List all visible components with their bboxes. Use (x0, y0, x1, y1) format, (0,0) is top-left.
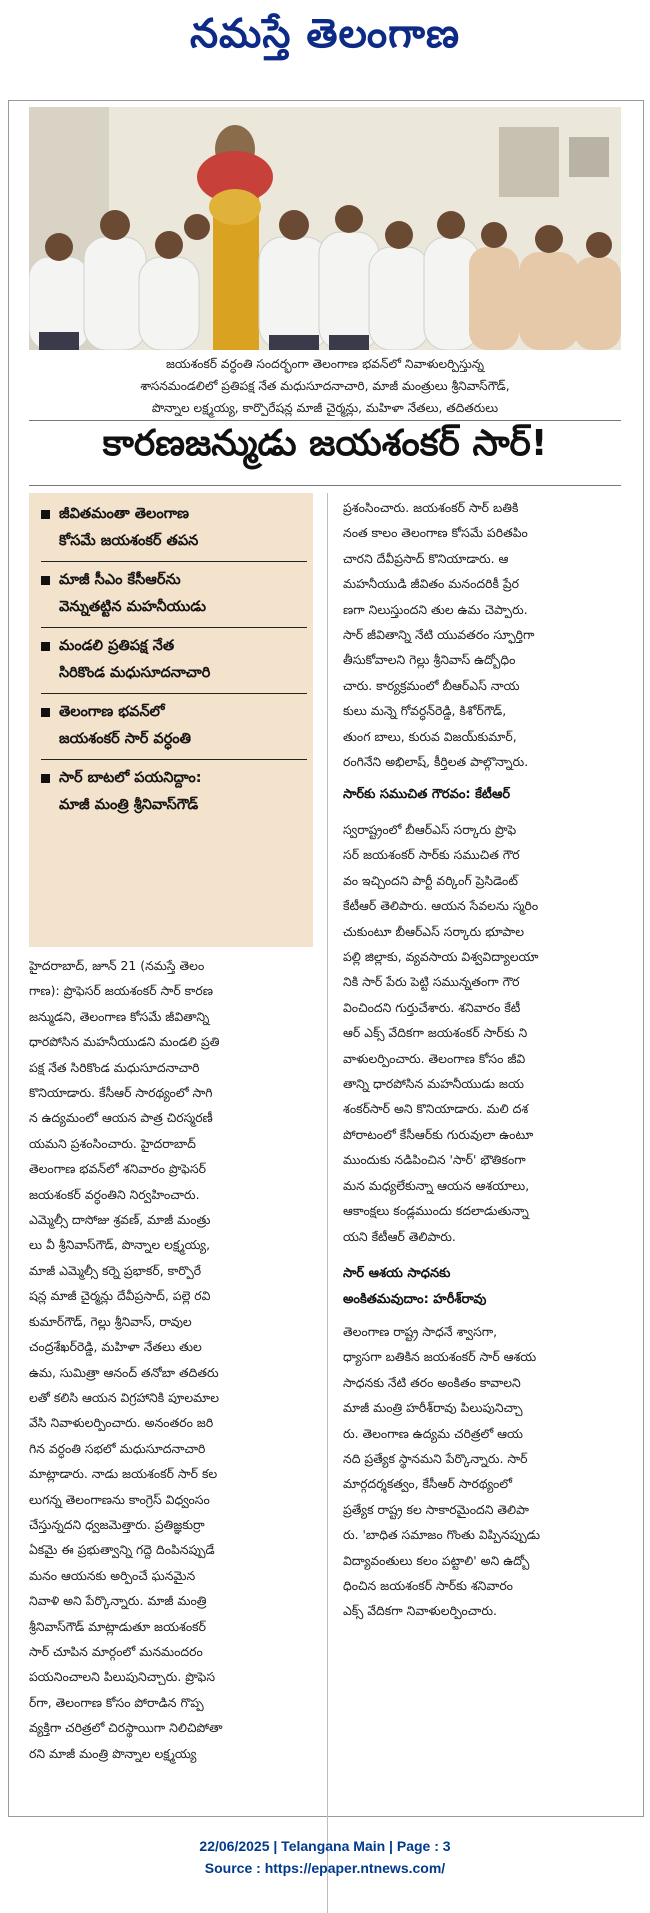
footer-date-edition: 22/06/2025 | Telangana Main | Page : 3 (199, 1838, 451, 1854)
text-line: రు. తెలంగాణ ఉద్యమ చరిత్రలో ఆయ (343, 1425, 523, 1441)
text-line: ర్‌గా, తెలంగాణ కోసం పోరాడిన గొప్ప (29, 1694, 204, 1710)
text-line: సాధనకు నేటి తరం అంకితం కావాలని (343, 1374, 521, 1390)
text-line: కుమార్‌గౌడ్, గెల్లు శ్రీనివాస్, రావుల (29, 1313, 192, 1329)
text-line: శ్రీనివాస్‌గౌడ్ మాట్లాడుతూ జయశంకర్ (29, 1618, 206, 1634)
right-column-text-3 (343, 1319, 635, 1624)
highlight-item: తెలంగాణ భవన్‌లో జయశంకర్ సార్ వర్ధంతి (41, 699, 307, 753)
highlight-divider (41, 759, 307, 760)
text-line: కేటీఆర్ తెలిపారు. ఆయన సేవలను స్మరిం (343, 898, 539, 914)
text-line: చారని దేవీప్రసాద్ కొనియాడారు. ఆ (343, 550, 509, 566)
text-line: మహనీయుడి జీవితం మనందరికీ ప్రేర (343, 576, 520, 592)
caption-line: జయశంకర్ వర్ధంతి సందర్భంగా తెలంగాణ భవన్‌లో నివాళులర్పిస్తున్న (165, 357, 485, 371)
headline-bottom-rule (29, 485, 621, 486)
text-line: లు వీ శ్రీనివాస్‌గౌడ్, పొన్నాల లక్ష్మయ్య, (29, 1237, 211, 1253)
text-line: వ్యక్తిగా చరిత్రలో చిరస్థాయిగా నిలిచిపోతా (29, 1720, 223, 1736)
text-line: చేస్తున్నదని ధ్వజమెత్తారు. ప్రతిజ్ఞకుర్రా (29, 1516, 205, 1532)
text-line: మాట్లాడారు. నాడు జయశంకర్ సార్ కల (29, 1466, 218, 1482)
text-line: ఎక్స్ వేదికగా నివాళులర్పించారు. (343, 1603, 497, 1619)
text-line: తీసుకోవాలని గెల్లు శ్రీనివాస్ ఉద్బోధిం (343, 652, 516, 668)
text-line: యమని ప్రశంసించారు. హైదరాబాద్ (29, 1135, 196, 1151)
text-line: ఏకమై ఈ ప్రభుత్వాన్ని గద్దె దింపినప్పుడే (29, 1542, 215, 1558)
text-line: చుకుంటూ బీఆర్‌ఎస్ సర్కారు భూపాల (343, 923, 524, 939)
text-line: న ఉద్యమంలో ఆయన పాత్ర చిరస్మరణీ (29, 1110, 213, 1126)
highlight-item: మండలి ప్రతిపక్ష నేత సిరికొండ మధుసూదనాచారి (41, 633, 307, 687)
text-line: ధారపోసిన మహనీయుడని మండలి ప్రతి (29, 1034, 220, 1050)
text-line: చంద్రశేఖర్‌రెడ్డి, మహిళా నేతలు తుల (29, 1339, 202, 1355)
text-line: సార్ జీవితాన్ని నేటి యువతరం స్ఫూర్తిగా (343, 627, 535, 643)
text-line: వం ఇచ్చిందని పార్టీ వర్కింగ్ ప్రెసిడెంట్ (343, 872, 518, 888)
text-line: శంకర్‌సార్ అని కొనియాడారు. మలి దశ (343, 1101, 529, 1117)
text-line: తెలంగాణ భవన్‌లో శనివారం ప్రొఫెసర్ (29, 1161, 207, 1177)
text-line: విద్యావంతులు కలం పట్టాలి' అని ఉద్బో (343, 1552, 530, 1568)
text-line: గిన వర్ధంతి సభలో మధుసూదనాచారి (29, 1440, 206, 1456)
photo-caption (29, 353, 621, 419)
text-line: మనం ఆయనకు అర్పించే ఘనమైన (29, 1567, 196, 1583)
text-line: లతో కలిసి ఆయన విగ్రహానికి పూలమాల (29, 1389, 220, 1405)
text-line: ముందుకు నడిపించిన 'సార్' భౌతికంగా (343, 1152, 526, 1168)
text-line: సార్ చూపిన మార్గంలో మనమందరం (29, 1643, 203, 1659)
text-line: పోరాటంలో కేసీఆర్‌కు గురువులా ఉంటూ (343, 1126, 534, 1142)
caption-line: పొన్నాల లక్ష్మయ్య, కార్పొరేషన్ల మాజీ చైర్మన్లు, మహిళా నేతలు, తదితరులు (151, 401, 499, 415)
left-column-text (29, 953, 315, 1766)
right-column-text-1 (343, 495, 635, 774)
bullet-square-icon (41, 510, 50, 519)
text-line: పయనించాలని పిలుపునిచ్చారు. ప్రొఫెస (29, 1669, 216, 1685)
column-divider (327, 493, 328, 1913)
article-frame (8, 100, 644, 1817)
right-column-text-2 (343, 817, 635, 1249)
text-line: నివాళి అని పేర్కొన్నారు. మాజీ మంత్రి (29, 1593, 207, 1609)
text-line: జయశంకర్ వర్ధంతిని నిర్వహించారు. (29, 1186, 200, 1202)
highlights-box (29, 493, 313, 947)
subheading-ktr: సార్‌కు సముచిత గౌరవం: కేటీఆర్ (343, 787, 511, 802)
article-headline: కారణజన్ముడు జయశంకర్ సార్! (102, 423, 548, 464)
bullet-square-icon (41, 576, 50, 585)
text-line: తెలంగాణ రాష్ట్ర సాధనే శ్వాసగా, (343, 1324, 498, 1339)
highlight-divider (41, 693, 307, 694)
text-line: మాజీ మంత్రి హరీశ్‌రావు పిలుపునిచ్చా (343, 1400, 523, 1416)
text-line: నది ప్రత్యేక స్థానమని పేర్కొన్నారు. సార్ (343, 1451, 528, 1467)
text-line: పక్ష నేత సిరికొండ మధుసూదనాచారి (29, 1059, 200, 1075)
bullet-square-icon (41, 708, 50, 717)
bullet-square-icon (41, 774, 50, 783)
highlight-divider (41, 627, 307, 628)
text-line: యని కేటీఆర్ తెలిపారు. (343, 1228, 456, 1244)
masthead-logo: నమస్తే తెలంగాణ (189, 10, 461, 57)
text-line: ఎమ్మెల్సీ దాసోజు శ్రవణ్, మాజీ మంత్రు (29, 1212, 211, 1228)
text-line: ఆర్ ఎక్స్ వేదికగా జయశంకర్ సార్‌కు ని (343, 1025, 528, 1041)
headline-top-rule (29, 420, 621, 421)
text-line: పల్లి జిల్లాకు, వ్యవసాయ విశ్వవిద్యాలయా (343, 949, 539, 965)
text-line: ప్రత్యేక రాష్ట్ర కల సాకారమైందని తెలిపా (343, 1501, 529, 1517)
highlight-item: మాజీ సీఎం కేసీఆర్‌ను వెన్నుతట్టిన మహనీయుడు (41, 567, 307, 621)
text-line: ధ్యాసగా బతికిన జయశంకర్ సార్ ఆశయ (343, 1349, 537, 1365)
text-line: ణగా నిలుస్తుందని తుల ఉమ చెప్పారు. (343, 601, 528, 617)
text-line: గాణ): ప్రొఫెసర్ జయశంకర్ సార్ కారణ (29, 983, 213, 999)
text-line: షన్ల మాజీ చైర్మన్లు దేవీప్రసాద్, పల్లె రవి (29, 1288, 211, 1304)
text-line: కులు మన్నె గోవర్ధన్‌రెడ్డి, కిశోర్‌గౌడ్, (343, 703, 507, 719)
subheading-harish-rao: సార్ ఆశయ సాధనకు అంకితమవుదాం: హరీశ్‌రావు (343, 1266, 487, 1307)
text-line: కొనియాడారు. కేసీఆర్ సారథ్యంలో సాగి (29, 1085, 213, 1101)
event-photo-illustration (29, 107, 621, 350)
highlight-item: సార్ బాటలో పయనిద్దాం: మాజీ మంత్రి శ్రీనివాస్‌గౌడ్ (41, 765, 307, 819)
text-line: వాళులర్పించారు. తెలంగాణ కోసం జీవి (343, 1050, 526, 1066)
text-line: ఆకాంక్షలు కండ్లముందు కదలాడుతున్నా (343, 1203, 529, 1219)
text-line: చారు. కార్యక్రమంలో బీఆర్‌ఎస్ నాయ (343, 677, 520, 693)
text-line: మన మధ్యలేకున్నా ఆయన ఆశయాలు, (343, 1177, 530, 1193)
text-line: సర్ జయశంకర్ సార్‌కు సముచిత గౌర (343, 847, 520, 863)
text-line: వించిందని గుర్తుచేశారు. శనివారం కేటీ (343, 999, 521, 1015)
footer-source: Source : https://epaper.ntnews.com/ (204, 1860, 446, 1876)
text-line: హైదరాబాద్, జూన్ 21 (నమస్తే తెలం (29, 958, 205, 973)
highlight-divider (41, 561, 307, 562)
text-line: తుంగ బాలు, కురువ విజయ్‌కుమార్, (343, 728, 517, 744)
text-line: వేసి నివాళులర్పించారు. అనంతరం జరి (29, 1415, 214, 1431)
text-line: స్వరాష్ట్రంలో బీఆర్‌ఎస్ సర్కారు ప్రొఫె (343, 822, 517, 837)
text-line: నంత కాలం తెలంగాణ కోసమే పరితపిం (343, 525, 528, 541)
text-line: లుగన్న తెలంగాణను కాంగ్రెస్ విధ్వంసం (29, 1491, 210, 1507)
bullet-square-icon (41, 642, 50, 651)
text-line: మార్గదర్శకత్వం, కేసీఆర్ సారథ్యంలో (343, 1476, 513, 1492)
text-line: ధించిన జయశంకర్ సార్‌కు శనివారం (343, 1578, 513, 1594)
highlight-item: జీవితమంతా తెలంగాణ కోసమే జయశంకర్ తపన (41, 501, 307, 555)
text-line: తాన్ని ధారపోసిన మహనీయుడు జయ (343, 1076, 524, 1092)
text-line: ప్రశంసించారు. జయశంకర్ సార్ బతికి (343, 500, 519, 515)
text-line: రంగినేని అభిలాష్, కీర్తిలత పాల్గొన్నారు. (343, 754, 529, 770)
text-line: నికి సార్ పేరు పెట్టి సమున్నతంగా గౌర (343, 974, 520, 990)
article-photo (29, 107, 621, 350)
caption-line: శాసనమండలిలో ప్రతిపక్ష నేత మధుసూదనాచారి, మాజీ మంత్రులు శ్రీనివాస్‌గౌడ్, (140, 379, 510, 393)
text-line: మాజీ ఎమ్మెల్సీ కర్నె ప్రభాకర్, కార్పొరే (29, 1262, 202, 1278)
text-line: జన్ముడని, తెలంగాణ కోసమే జీవితాన్ని (29, 1008, 210, 1024)
text-line: రు. 'బాధిత సమాజం గొంతు విప్పినప్పుడు (343, 1527, 541, 1543)
text-line: రని మాజీ మంత్రి పొన్నాల లక్ష్మయ్య (29, 1745, 197, 1761)
text-line: ఉమ, సుమిత్రా ఆనంద్ తనోబా తదితరు (29, 1364, 219, 1380)
